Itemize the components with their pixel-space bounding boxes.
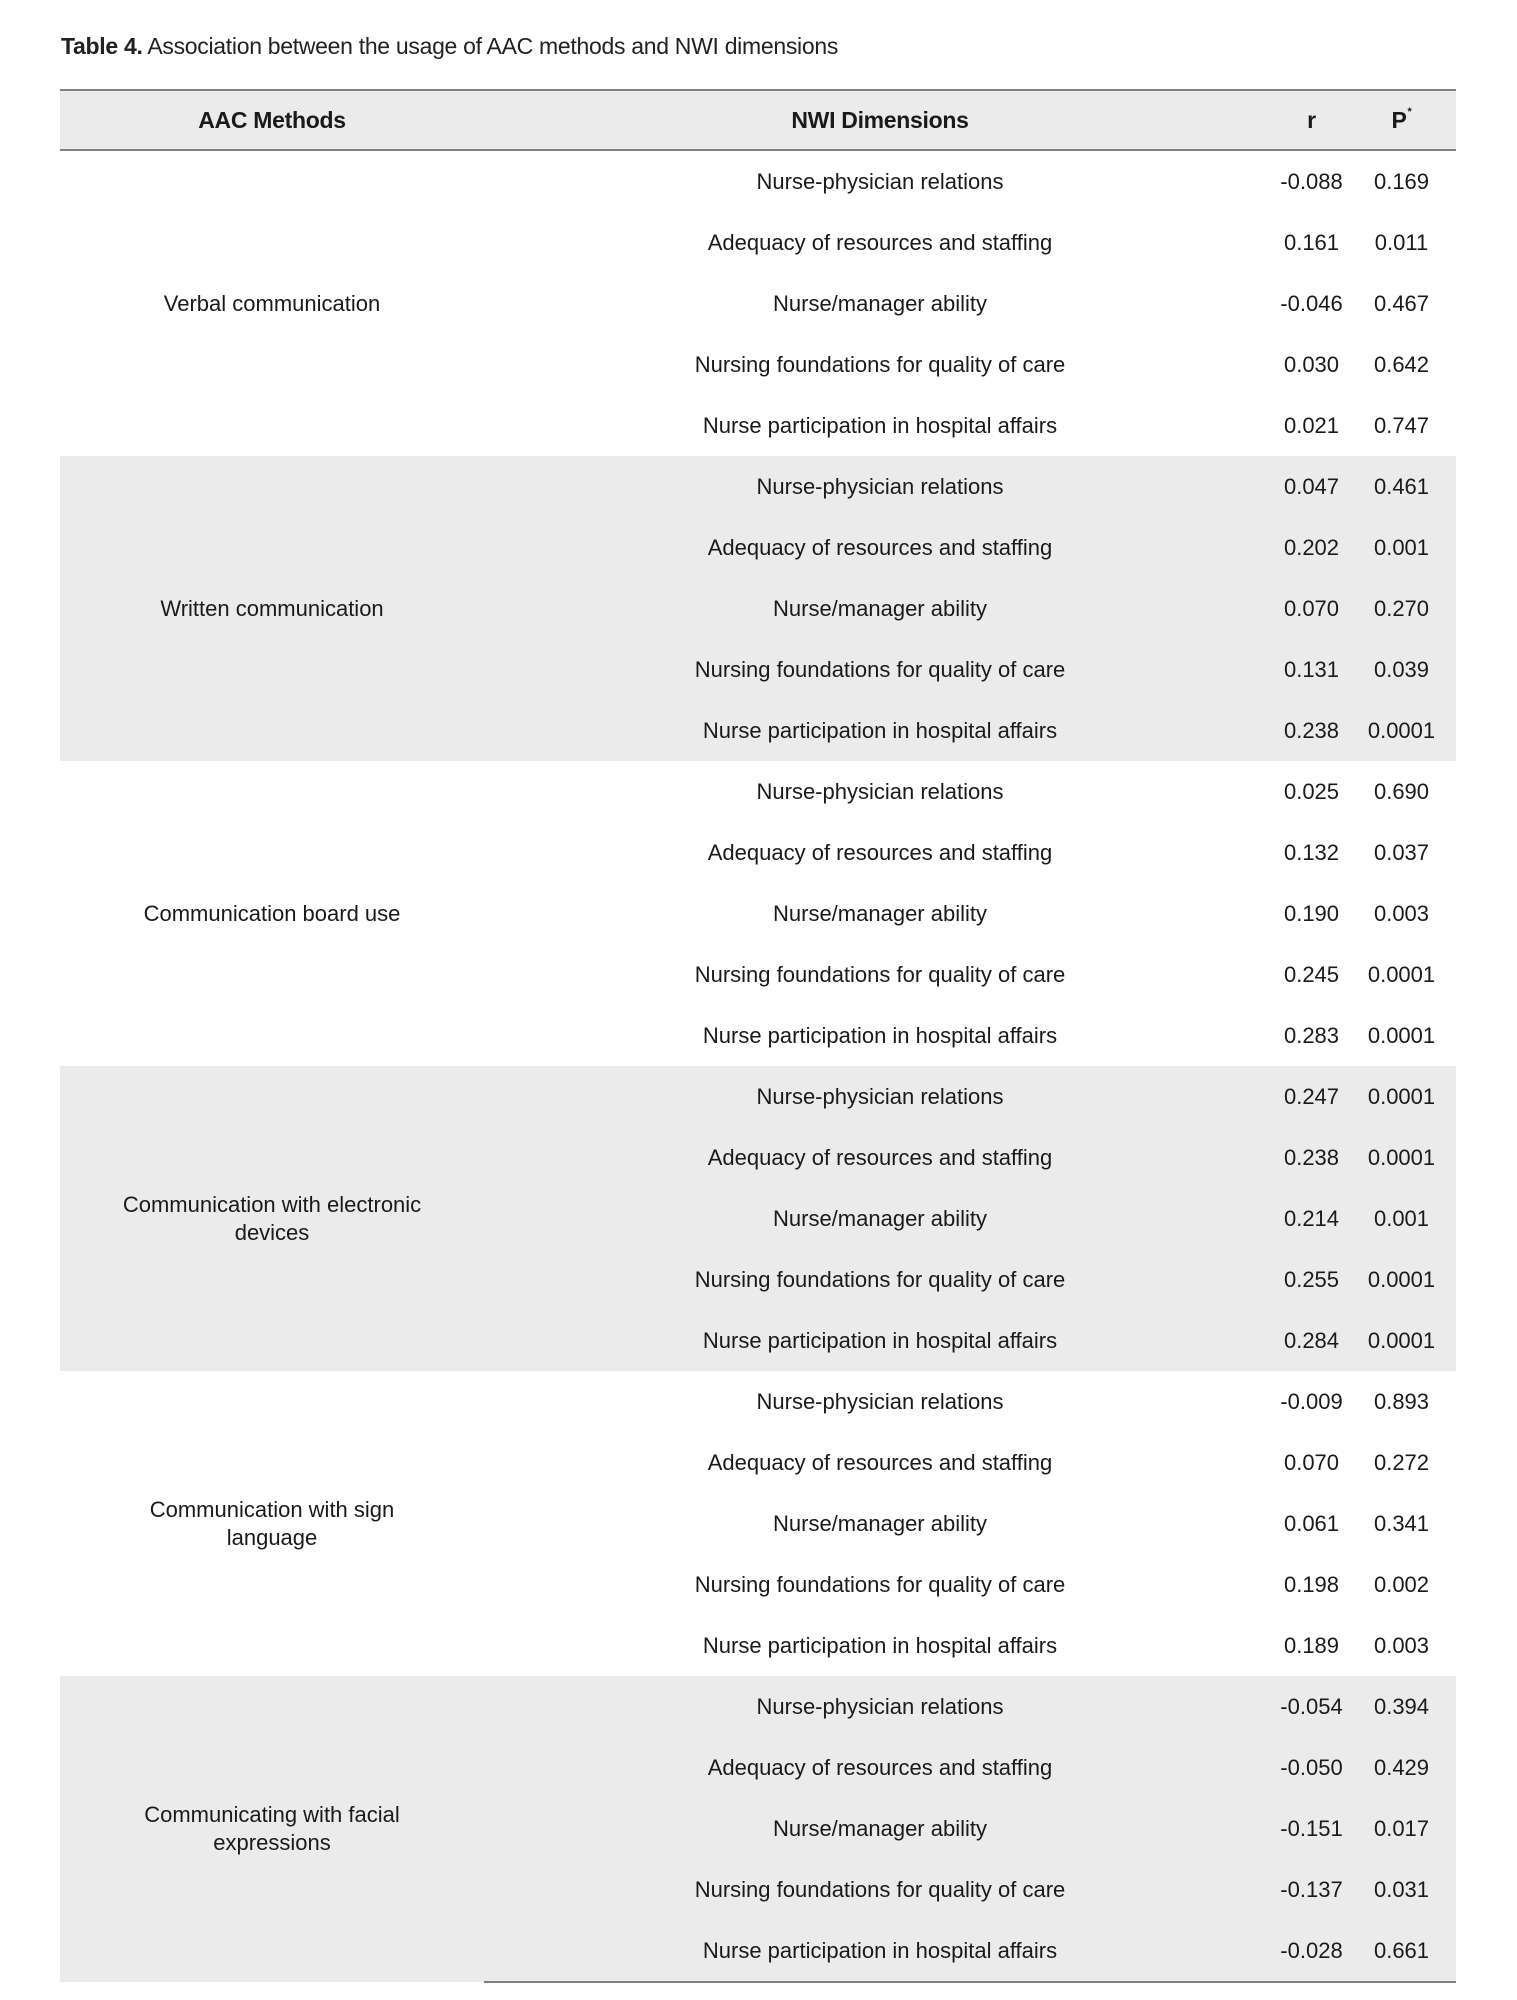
r-value-cell: 0.070 <box>1276 578 1347 639</box>
table-row <box>60 150 1456 212</box>
nwi-dimension-cell: Nurse-physician relations <box>484 456 1276 517</box>
nwi-dimension-cell: Nursing foundations for quality of care <box>484 1859 1276 1920</box>
header-p <box>1347 90 1456 150</box>
r-value-cell: 0.255 <box>1276 1249 1347 1310</box>
table-row <box>60 1066 1456 1127</box>
nwi-dimension-cell: Nurse/manager ability <box>484 578 1276 639</box>
p-value-cell: 0.011 <box>1374 229 1429 255</box>
footnote-marker: * <box>1407 105 1412 118</box>
nwi-dimension-cell: Nurse/manager ability <box>773 1510 987 1536</box>
p-value-cell: 0.394 <box>1347 1676 1456 1737</box>
nwi-dimension-cell: Nurse/manager ability <box>484 1188 1276 1249</box>
correlation-table <box>60 89 1456 1983</box>
nwi-dimension-cell: Adequacy of resources and staffing <box>707 839 1053 865</box>
nwi-dimension-cell: Nurse-physician relations <box>484 1676 1276 1737</box>
r-value-cell: 0.190 <box>1283 900 1340 926</box>
r-value-cell: -0.137 <box>1276 1859 1347 1920</box>
p-value-cell: 0.642 <box>1373 351 1430 377</box>
nwi-dimension-cell: Nurse-physician relations <box>756 778 1004 804</box>
r-value-cell: 0.030 <box>1283 351 1340 377</box>
r-value-cell: 0.025 <box>1283 778 1340 804</box>
nwi-dimension-cell: Nursing foundations for quality of care <box>484 1249 1276 1310</box>
r-value-cell: -0.046 <box>1280 290 1343 316</box>
header-row <box>60 90 1456 150</box>
r-value-cell: 0.189 <box>1283 1632 1340 1658</box>
r-value-cell: 0.214 <box>1276 1188 1347 1249</box>
p-value-cell: 0.461 <box>1347 456 1456 517</box>
nwi-dimension-cell: Adequacy of resources and staffing <box>484 1127 1276 1188</box>
r-value-cell: -0.028 <box>1276 1920 1347 1982</box>
p-value-cell: 0.0001 <box>1347 1066 1456 1127</box>
table-row <box>60 456 1456 517</box>
nwi-dimension-cell: Nurse participation in hospital affairs <box>702 412 1058 438</box>
nwi-dimension-cell: Nursing foundations for quality of care <box>694 1571 1066 1597</box>
nwi-dimension-cell: Nursing foundations for quality of care <box>694 351 1066 377</box>
nwi-dimension-cell: Nurse-physician relations <box>756 1388 1004 1414</box>
header-nwi-dimensions: NWI Dimensions <box>484 90 1276 150</box>
r-value-cell: -0.009 <box>1280 1388 1343 1414</box>
r-value-cell: 0.132 <box>1283 839 1340 865</box>
aac-method-label: Communication with sign language <box>149 1496 395 1550</box>
nwi-dimension-cell: Nurse-physician relations <box>484 1066 1276 1127</box>
aac-method-cell <box>60 1676 484 1982</box>
p-value-cell: 0.893 <box>1373 1388 1430 1414</box>
r-value-cell: 0.245 <box>1283 961 1340 987</box>
aac-method-cell <box>60 150 484 456</box>
nwi-dimension-cell: Nurse participation in hospital affairs <box>484 1310 1276 1371</box>
r-value-cell: 0.047 <box>1276 456 1347 517</box>
r-value-cell: 0.238 <box>1276 700 1347 761</box>
nwi-dimension-cell: Nurse/manager ability <box>773 290 987 316</box>
table-caption <box>61 33 838 60</box>
p-value-cell: 0.001 <box>1347 1188 1456 1249</box>
p-value-cell: 0.003 <box>1373 1632 1430 1658</box>
aac-method-label: Verbal communication <box>163 290 381 316</box>
nwi-dimension-cell: Nursing foundations for quality of care <box>484 639 1276 700</box>
nwi-dimension-cell: Adequacy of resources and staffing <box>484 517 1276 578</box>
r-value-cell: -0.151 <box>1276 1798 1347 1859</box>
p-value-cell: 0.003 <box>1373 900 1430 926</box>
r-value-cell: 0.021 <box>1283 412 1340 438</box>
p-value-cell: 0.429 <box>1347 1737 1456 1798</box>
nwi-dimension-cell: Nurse/manager ability <box>484 1798 1276 1859</box>
aac-method-cell <box>60 1371 484 1676</box>
r-value-cell: 0.238 <box>1276 1127 1347 1188</box>
nwi-dimension-cell: Nurse participation in hospital affairs <box>484 700 1276 761</box>
p-value-cell: 0.0001 <box>1347 700 1456 761</box>
aac-method-label: Communicating with facial expressions <box>144 1802 400 1855</box>
r-value-cell: -0.054 <box>1276 1676 1347 1737</box>
r-value-cell: -0.088 <box>1280 168 1343 194</box>
r-value-cell: 0.070 <box>1283 1449 1340 1475</box>
r-value-cell: 0.247 <box>1276 1066 1347 1127</box>
nwi-dimension-cell: Nursing foundations for quality of care <box>694 961 1066 987</box>
p-value-cell: 0.0001 <box>1347 1127 1456 1188</box>
p-value-cell: 0.0001 <box>1367 961 1436 987</box>
p-value-cell: 0.017 <box>1347 1798 1456 1859</box>
aac-method-label: Communication board use <box>143 900 401 926</box>
p-value-cell: 0.037 <box>1373 839 1430 865</box>
header-p-label: P <box>1391 106 1407 133</box>
nwi-dimension-cell: Adequacy of resources and staffing <box>484 1737 1276 1798</box>
p-value-cell: 0.747 <box>1373 412 1430 438</box>
nwi-dimension-cell: Nurse/manager ability <box>773 900 987 926</box>
r-value-cell: 0.198 <box>1283 1571 1340 1597</box>
p-value-cell: 0.270 <box>1347 578 1456 639</box>
p-value-cell: 0.341 <box>1373 1510 1430 1536</box>
r-value-cell: 0.284 <box>1276 1310 1347 1371</box>
p-value-cell: 0.031 <box>1347 1859 1456 1920</box>
r-value-cell: 0.161 <box>1283 229 1340 255</box>
table-body <box>60 150 1456 1982</box>
aac-method-label: Written communication <box>160 595 384 621</box>
aac-method-label: Communication with electronic devices <box>122 1191 422 1245</box>
p-value-cell: 0.467 <box>1373 290 1430 316</box>
r-value-cell: 0.061 <box>1283 1510 1340 1536</box>
nwi-dimension-cell: Nurse participation in hospital affairs <box>484 1920 1276 1982</box>
header-r: r <box>1276 90 1347 150</box>
nwi-dimension-cell: Adequacy of resources and staffing <box>707 229 1053 255</box>
nwi-dimension-cell: Adequacy of resources and staffing <box>707 1449 1053 1475</box>
aac-method-cell <box>60 761 484 1066</box>
aac-method-cell <box>60 1066 484 1371</box>
r-value-cell: -0.050 <box>1276 1737 1347 1798</box>
p-value-cell: 0.272 <box>1373 1449 1430 1475</box>
header-aac-methods: AAC Methods <box>60 90 484 150</box>
p-value-cell: 0.661 <box>1347 1920 1456 1982</box>
aac-method-cell <box>60 456 484 761</box>
nwi-dimension-cell: Nurse participation in hospital affairs <box>702 1022 1058 1048</box>
nwi-dimension-cell: Nurse participation in hospital affairs <box>702 1632 1058 1658</box>
p-value-cell: 0.169 <box>1373 168 1430 194</box>
r-value-cell: 0.131 <box>1276 639 1347 700</box>
r-value-cell: 0.202 <box>1276 517 1347 578</box>
nwi-dimension-cell: Nurse-physician relations <box>756 168 1004 194</box>
p-value-cell: 0.0001 <box>1347 1249 1456 1310</box>
p-value-cell: 0.039 <box>1347 639 1456 700</box>
p-value-cell: 0.001 <box>1347 517 1456 578</box>
p-value-cell: 0.0001 <box>1347 1310 1456 1371</box>
table-title: Association between the usage of AAC methods and NWI dimensions <box>142 33 839 59</box>
table-row <box>60 761 1456 822</box>
table-number: Table 4. <box>61 33 143 59</box>
table-header <box>60 90 1456 150</box>
p-value-cell: 0.690 <box>1373 778 1430 804</box>
r-value-cell: 0.283 <box>1283 1022 1340 1048</box>
p-value-cell: 0.0001 <box>1367 1022 1436 1048</box>
table-row <box>60 1676 1456 1737</box>
table-row <box>60 1371 1456 1432</box>
p-value-cell: 0.002 <box>1373 1571 1430 1597</box>
